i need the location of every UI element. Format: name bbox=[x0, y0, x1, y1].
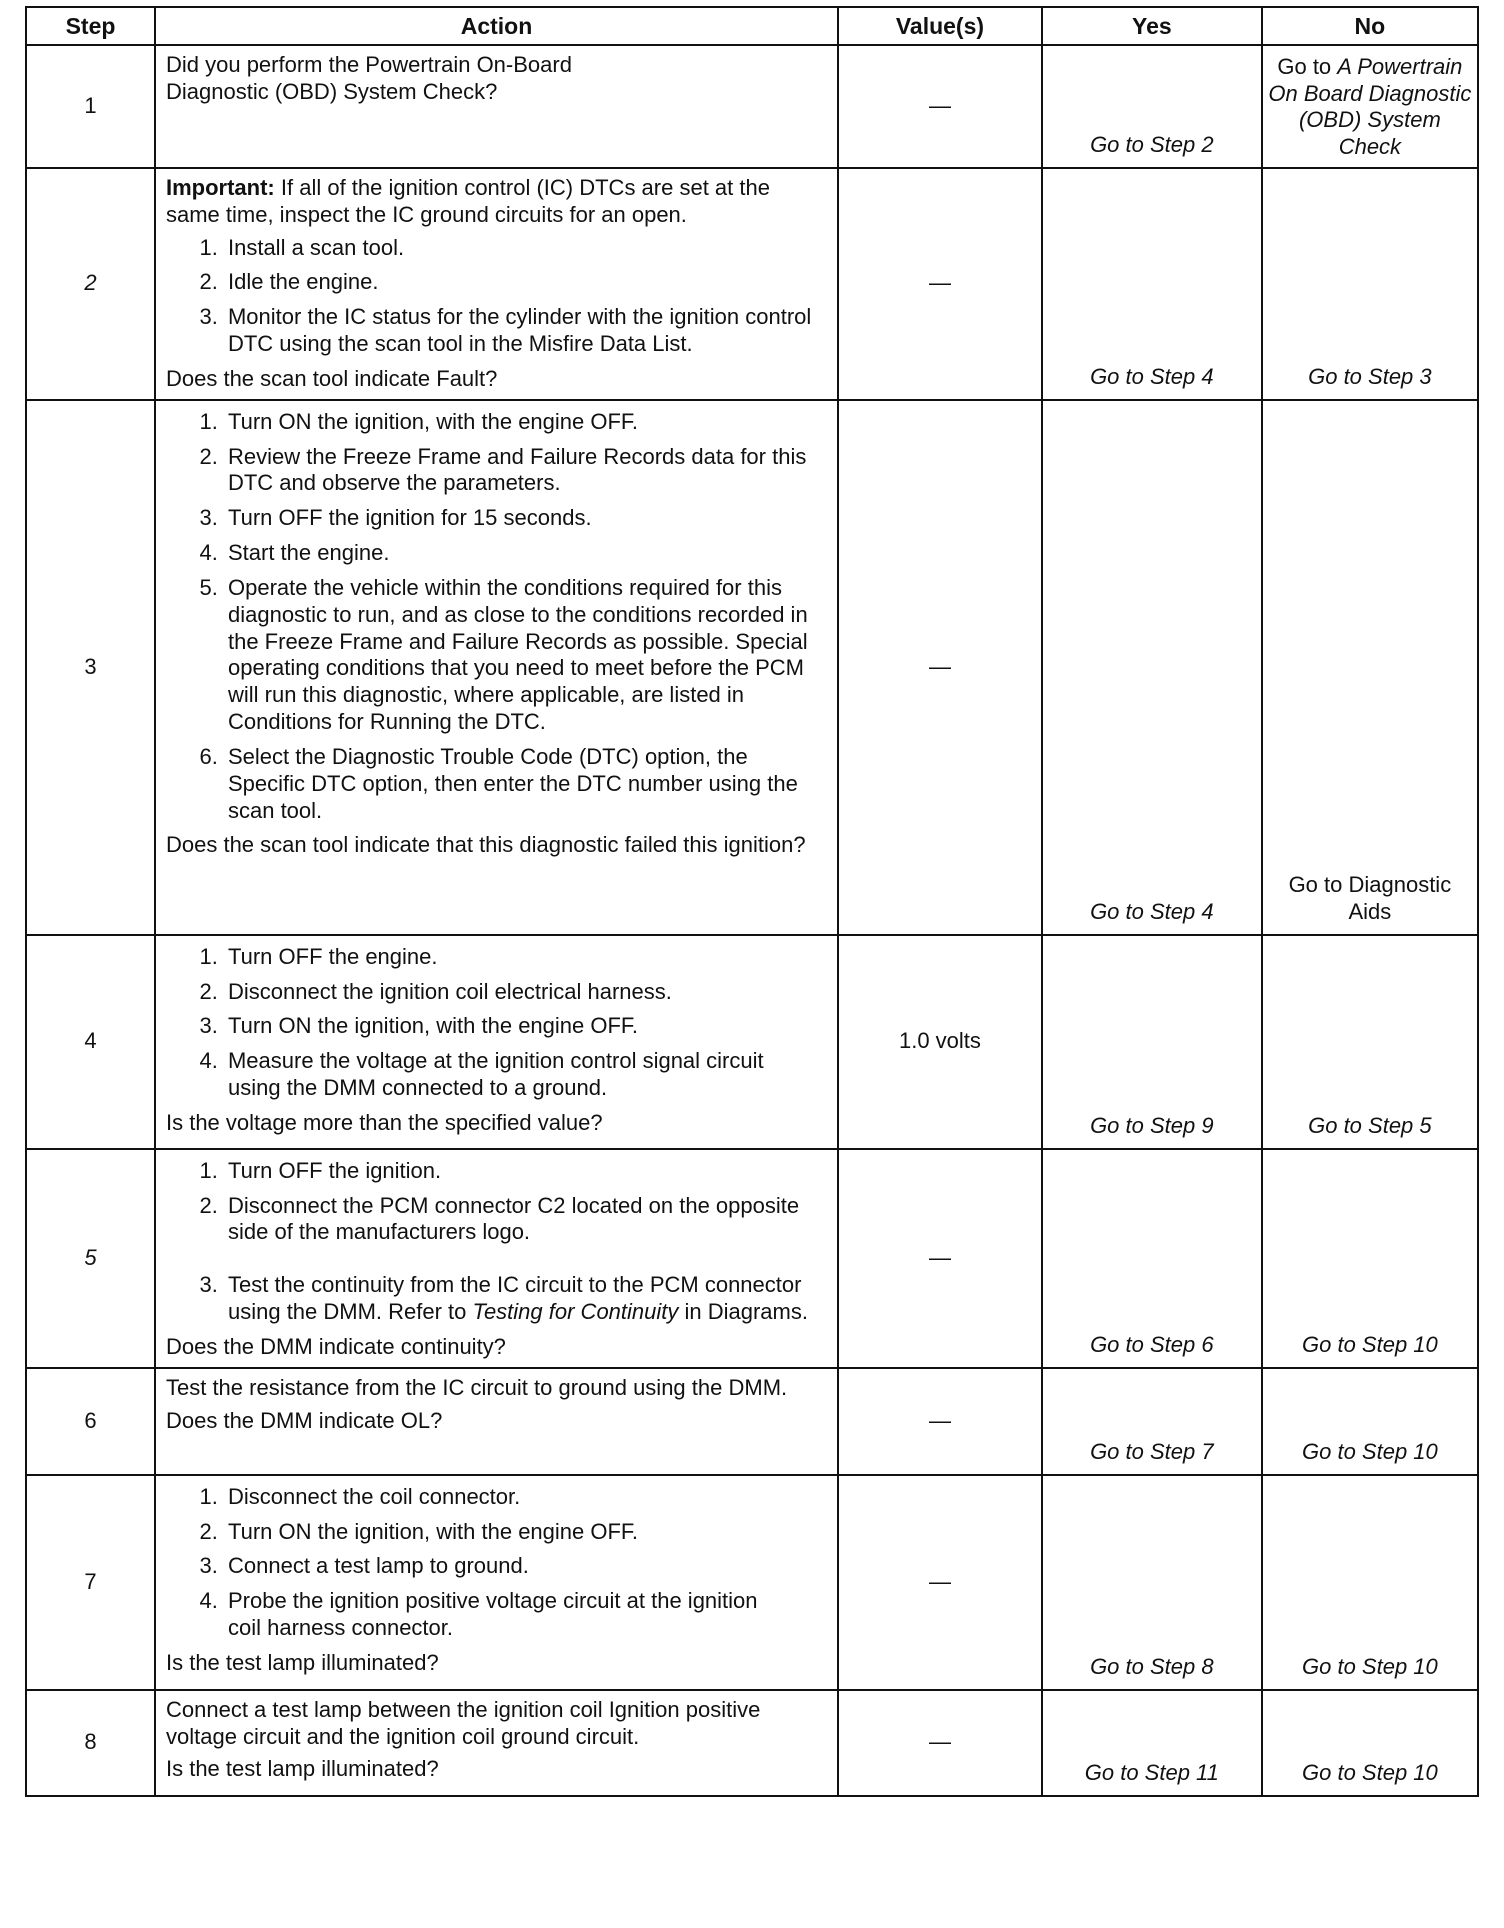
value-cell: — bbox=[838, 1149, 1042, 1368]
table-row-step-7 bbox=[26, 1475, 1478, 1690]
table-row-step-3 bbox=[26, 400, 1478, 935]
step-number: 3 bbox=[26, 400, 155, 935]
list-item bbox=[224, 1272, 829, 1326]
list-item: 5. Operate the vehicle within the conditions required for this diagnostic to run, and as close to the conditions recorded in the Freeze Frame and Failure Records as possible. Special operating conditions that you need to meet before the PCM will run this diagnostic, where applicable, are listed in Conditions for Running the DTC. bbox=[224, 575, 829, 736]
list-item: 1. Install a scan tool. bbox=[224, 235, 829, 262]
header-row bbox=[26, 7, 1478, 45]
list-item: 3. Monitor the IC status for the cylinder with the ignition control DTC using the scan tool in the Misfire Data List. bbox=[224, 304, 829, 358]
no-link[interactable]: Go to Step 10 bbox=[1262, 1475, 1478, 1690]
list-item: 4. Measure the voltage at the ignition control signal circuit using the DMM connected to a ground. bbox=[224, 1048, 829, 1102]
header-step: Step bbox=[26, 7, 155, 45]
no-link[interactable]: Go to Step 5 bbox=[1262, 935, 1478, 1149]
list-item: 2. Disconnect the ignition coil electrical harness. bbox=[224, 979, 829, 1006]
step-number: 4 bbox=[26, 935, 155, 1149]
list-item: 2. Disconnect the PCM connector C2 located on the opposite side of the manufacturers logo. bbox=[224, 1193, 829, 1247]
table-row-step-8 bbox=[26, 1690, 1478, 1796]
step-number: 8 bbox=[26, 1690, 155, 1796]
no-link[interactable]: Go to Step 10 bbox=[1262, 1368, 1478, 1475]
list-item: 4. Probe the ignition positive voltage circuit at the ignition coil harness connector. bbox=[224, 1588, 829, 1642]
step-number: 1 bbox=[26, 45, 155, 168]
question: Does the DMM indicate OL? bbox=[165, 1407, 443, 1433]
list-item: 3. Connect a test lamp to ground. bbox=[224, 1553, 829, 1580]
step-list bbox=[166, 1484, 829, 1642]
step-number: 5 bbox=[26, 1149, 155, 1368]
step-number: 6 bbox=[26, 1368, 155, 1475]
question: Is the test lamp illuminated? bbox=[165, 1756, 439, 1782]
table-row-step-4 bbox=[26, 935, 1478, 1149]
action-cell bbox=[155, 168, 838, 400]
action-cell bbox=[155, 1368, 838, 1475]
yes-link[interactable]: Go to Step 6 bbox=[1042, 1149, 1262, 1368]
list-item: 6. Select the Diagnostic Trouble Code (DTC) option, the Specific DTC option, then enter the DTC number using the scan tool. bbox=[224, 744, 829, 824]
header-action: Action bbox=[155, 7, 838, 45]
question: Is the voltage more than the specified value? bbox=[165, 1109, 603, 1135]
action-cell bbox=[155, 1149, 838, 1368]
step-list bbox=[166, 409, 829, 825]
yes-link[interactable]: Go to Step 8 bbox=[1042, 1475, 1262, 1690]
list-item: 3. Turn OFF the ignition for 15 seconds. bbox=[224, 505, 829, 532]
question: Does the scan tool indicate that this diagnostic failed this ignition? bbox=[165, 832, 806, 858]
action-cell bbox=[155, 935, 838, 1149]
action-cell bbox=[155, 400, 838, 935]
important-note bbox=[166, 175, 829, 229]
list-item: 4. Start the engine. bbox=[224, 540, 829, 567]
no-link[interactable]: Go to Step 10 bbox=[1262, 1149, 1478, 1368]
no-cell[interactable] bbox=[1262, 45, 1478, 168]
value-cell: — bbox=[838, 1690, 1042, 1796]
list-item: 1. Turn ON the ignition, with the engine OFF. bbox=[224, 409, 829, 436]
question: Is the test lamp illuminated? bbox=[165, 1649, 439, 1675]
item-text: Test the continuity from the IC circuit to the PCM connector using the DMM. Refer to bbox=[227, 1272, 802, 1325]
step-number: 2 bbox=[26, 168, 155, 400]
step-list bbox=[166, 235, 829, 358]
table-row-step-5 bbox=[26, 1149, 1478, 1368]
action-cell bbox=[155, 1475, 838, 1690]
no-link[interactable]: Go to Diagnostic Aids bbox=[1262, 400, 1478, 935]
list-item: 1. Turn OFF the engine. bbox=[224, 944, 829, 971]
step-number: 7 bbox=[26, 1475, 155, 1690]
question: Does the DMM indicate continuity? bbox=[165, 1333, 506, 1359]
yes-link[interactable]: Go to Step 7 bbox=[1042, 1368, 1262, 1475]
value-cell: — bbox=[838, 45, 1042, 168]
yes-link[interactable]: Go to Step 9 bbox=[1042, 935, 1262, 1149]
question: Does the scan tool indicate Fault? bbox=[165, 365, 498, 391]
important-text: If all of the ignition control (IC) DTCs are set at the same time, inspect the IC ground circuits for an open. bbox=[165, 175, 770, 227]
header-no: No bbox=[1262, 7, 1478, 45]
item-text: in Diagrams. bbox=[678, 1299, 808, 1325]
list-item: 1. Disconnect the coil connector. bbox=[224, 1484, 829, 1511]
header-values: Value(s) bbox=[838, 7, 1042, 45]
action-cell bbox=[155, 1690, 838, 1796]
step-list bbox=[166, 944, 829, 1102]
list-item: 2. Turn ON the ignition, with the engine OFF. bbox=[224, 1519, 829, 1546]
header-yes: Yes bbox=[1042, 7, 1262, 45]
no-prefix: Go to bbox=[1277, 53, 1338, 79]
value-cell: — bbox=[838, 1475, 1042, 1690]
value-cell: — bbox=[838, 168, 1042, 400]
no-link[interactable]: A Powertrain On Board Diagnostic (OBD) System Check bbox=[1268, 53, 1472, 160]
list-item: 1. Turn OFF the ignition. bbox=[224, 1158, 829, 1185]
yes-link[interactable]: Go to Step 4 bbox=[1042, 400, 1262, 935]
table-row-step-6 bbox=[26, 1368, 1478, 1475]
diagnostic-table bbox=[25, 6, 1479, 1797]
yes-link[interactable]: Go to Step 2 bbox=[1042, 45, 1262, 168]
no-link[interactable]: Go to Step 10 bbox=[1262, 1690, 1478, 1796]
continuity-link[interactable]: Testing for Continuity bbox=[472, 1299, 679, 1325]
yes-link[interactable]: Go to Step 4 bbox=[1042, 168, 1262, 400]
table-row-step-1 bbox=[26, 45, 1478, 168]
yes-link[interactable]: Go to Step 11 bbox=[1042, 1690, 1262, 1796]
important-label: Important: bbox=[165, 175, 275, 200]
list-item: 2. Idle the engine. bbox=[224, 269, 829, 296]
list-item: 2. Review the Freeze Frame and Failure Records data for this DTC and observe the parameters. bbox=[224, 444, 829, 498]
value-cell: — bbox=[838, 1368, 1042, 1475]
action-text: Connect a test lamp between the ignition coil Ignition positive voltage circuit and the ignition coil ground circuit. bbox=[165, 1696, 761, 1749]
table-row-step-2 bbox=[26, 168, 1478, 400]
value-cell: 1.0 volts bbox=[838, 935, 1042, 1149]
action-text: Test the resistance from the IC circuit to ground using the DMM. bbox=[165, 1374, 788, 1400]
step-list bbox=[166, 1158, 829, 1326]
list-item: 3. Turn ON the ignition, with the engine OFF. bbox=[224, 1013, 829, 1040]
value-cell: — bbox=[838, 400, 1042, 935]
action-cell bbox=[155, 45, 838, 168]
action-text: Did you perform the Powertrain On-Board Diagnostic (OBD) System Check? bbox=[165, 52, 572, 104]
no-link[interactable]: Go to Step 3 bbox=[1262, 168, 1478, 400]
